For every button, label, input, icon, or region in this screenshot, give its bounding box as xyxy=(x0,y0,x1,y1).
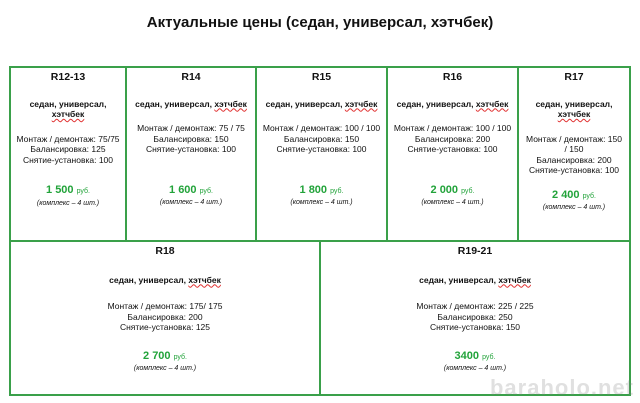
size-label: R14 xyxy=(181,71,201,83)
service-list xyxy=(257,123,386,155)
balance-price: Балансировка: 250 xyxy=(437,311,513,322)
size-label: R19-21 xyxy=(457,245,493,257)
service-list xyxy=(127,123,255,155)
price-card-r14 xyxy=(127,68,257,242)
service-list xyxy=(11,134,125,166)
balance-price: Балансировка: 150 xyxy=(153,133,229,144)
balance-price: Балансировка: 125 xyxy=(30,144,106,154)
watermark: baraholo.net xyxy=(489,375,634,400)
body-type: седан, универсал, хэтчбек xyxy=(135,98,247,109)
remove-install-price: Снятие-установка: 100 xyxy=(276,144,367,154)
complex-note: (комплекс – 4 шт.) xyxy=(542,204,606,211)
mount-price: Монтаж / демонтаж: 175/ 175 xyxy=(107,301,223,311)
body-type: седан, универсал, хэтчбек xyxy=(29,98,107,119)
mount-price: Монтаж / демонтаж: 75/75 xyxy=(16,133,120,144)
balance-price: Балансировка: 150 xyxy=(283,133,360,144)
complex-note: (комплекс – 4 шт.) xyxy=(290,199,353,206)
body-type: седан, универсал, хэтчбек xyxy=(109,274,221,285)
mount-price: Монтаж / демонтаж: 225 / 225 xyxy=(416,301,534,311)
complex-note: (комплекс – 4 шт.) xyxy=(421,199,484,206)
complex-note: (комплекс – 4 шт.) xyxy=(443,365,507,372)
complex-note: (комплекс – 4 шт.) xyxy=(36,199,100,207)
mount-price: Монтаж / демонтаж: 100 / 100 xyxy=(262,123,381,133)
body-type: седан, универсал, хэтчбек xyxy=(265,98,378,109)
price-card-r16 xyxy=(388,68,519,242)
price-grid xyxy=(9,66,631,396)
remove-install-price: Снятие-установка: 100 xyxy=(407,144,498,154)
body-type: седан, универсал, хэтчбек xyxy=(419,274,531,285)
total-price: 2 700 руб. xyxy=(143,349,187,362)
total-price: 3400 руб. xyxy=(454,349,496,362)
balance-price: Балансировка: 200 xyxy=(127,311,203,322)
service-list xyxy=(519,134,629,176)
total-price: 1 600 руб. xyxy=(169,183,213,196)
price-card-r19-21 xyxy=(321,242,629,394)
price-card-r15 xyxy=(257,68,388,242)
service-list xyxy=(388,123,517,155)
size-label: R17 xyxy=(564,71,584,83)
balance-price: Балансировка: 200 xyxy=(414,133,491,144)
total-price: 1 800 руб. xyxy=(299,183,344,196)
size-label: R16 xyxy=(442,71,463,83)
price-card-r18 xyxy=(11,242,321,394)
mount-price: Монтаж / демонтаж: 100 / 100 xyxy=(393,123,512,133)
mount-price: Монтаж / демонтаж: 150 / 150 xyxy=(526,133,622,154)
total-price: 2 400 руб. xyxy=(552,188,596,201)
complex-note: (комплекс – 4 шт.) xyxy=(159,199,223,206)
page-title: Актуальные цены (седан, универсал, хэтчбек) xyxy=(146,14,494,31)
mount-price: Монтаж / демонтаж: 75 / 75 xyxy=(137,123,245,133)
remove-install-price: Снятие-установка: 100 xyxy=(145,144,237,154)
remove-install-price: Снятие-установка: 125 xyxy=(119,322,211,332)
price-card-r12-13 xyxy=(11,68,127,242)
remove-install-price: Снятие-установка: 150 xyxy=(429,322,521,332)
remove-install-price: Снятие-установка: 100 xyxy=(22,154,114,165)
size-label: R12-13 xyxy=(50,71,86,83)
body-type: седан, универсал, хэтчбек xyxy=(396,98,509,109)
remove-install-price: Снятие-установка: 100 xyxy=(528,165,620,175)
total-price: 1 500 руб. xyxy=(46,184,90,196)
size-label: R15 xyxy=(311,71,332,83)
size-label: R18 xyxy=(155,245,175,257)
complex-note: (комплекс – 4 шт.) xyxy=(133,365,197,372)
balance-price: Балансировка: 200 xyxy=(536,154,612,165)
price-card-r17 xyxy=(519,68,629,242)
service-list xyxy=(321,301,629,333)
service-list xyxy=(11,301,319,333)
total-price: 2 000 руб. xyxy=(430,183,475,196)
body-type: седан, универсал, хэтчбек xyxy=(535,98,613,119)
